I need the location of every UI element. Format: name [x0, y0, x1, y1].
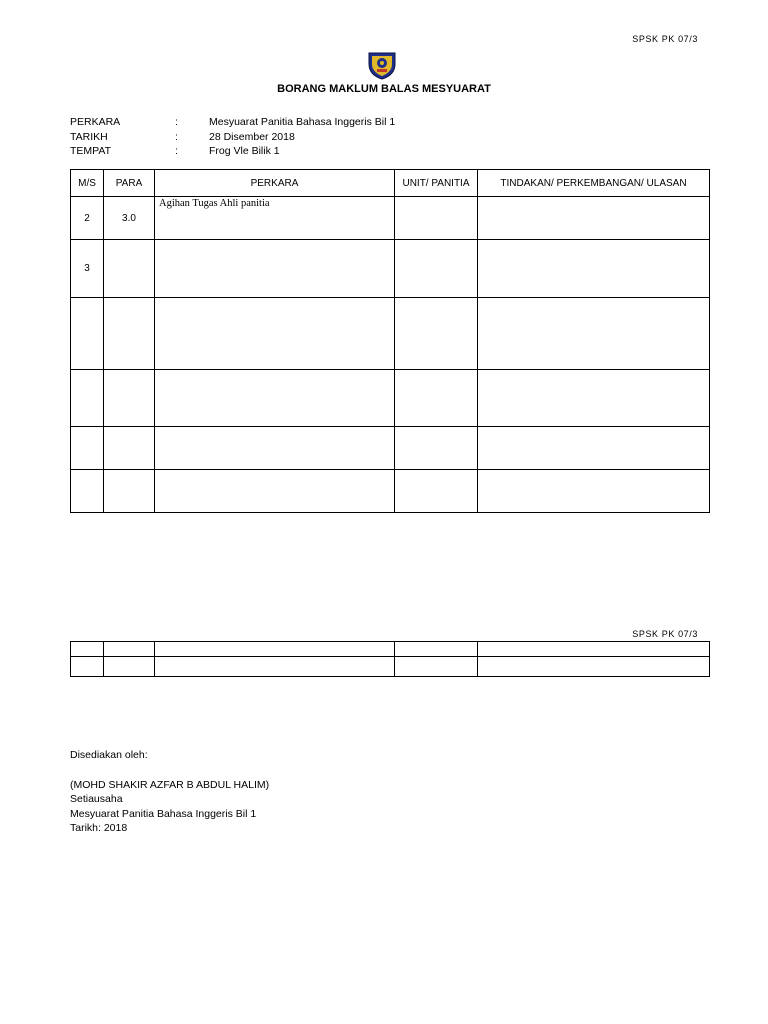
cell-para — [104, 427, 155, 470]
cell-tindakan — [478, 240, 710, 298]
meta-label: TARIKH — [70, 130, 108, 143]
meta-row-perkara — [70, 115, 395, 130]
prepared-by-label: Disediakan oleh: — [70, 749, 148, 761]
cell-ms — [71, 298, 104, 370]
meta-label: TEMPAT — [70, 145, 112, 157]
table-row — [71, 240, 710, 298]
table-row — [71, 427, 710, 470]
cell-para — [104, 370, 155, 427]
cell-unit — [395, 427, 478, 470]
cell-unit — [395, 197, 478, 240]
header-para: PARA — [104, 170, 155, 197]
table-row — [71, 642, 710, 657]
header-ms: M/S — [71, 170, 104, 197]
meta-colon: : — [175, 130, 178, 143]
perkara-text: Agihan Tugas Ahli panitia — [159, 198, 270, 209]
cell-ms — [71, 642, 104, 657]
cell-perkara — [155, 657, 395, 677]
cell-perkara — [155, 197, 395, 240]
cell-para — [104, 470, 155, 513]
cell-tindakan — [478, 427, 710, 470]
cell-para: 3.0 — [104, 197, 155, 240]
cell-para — [104, 240, 155, 298]
document-code-page2: SPSK PK 07/3 — [632, 629, 698, 639]
meta-value: 28 Disember 2018 — [209, 130, 295, 143]
cell-ms: 2 — [71, 197, 104, 240]
table-row — [71, 470, 710, 513]
cell-tindakan — [478, 298, 710, 370]
document-code: SPSK PK 07/3 — [632, 34, 698, 44]
date-line: Tarikh: 2018 — [70, 822, 128, 834]
cell-para — [104, 657, 155, 677]
meta-row-tempat — [70, 144, 395, 159]
school-crest-icon — [366, 50, 398, 80]
cell-para — [104, 642, 155, 657]
meta-row-tarikh — [70, 130, 395, 145]
table-row — [71, 657, 710, 677]
header-perkara: PERKARA — [155, 170, 395, 197]
cell-perkara — [155, 298, 395, 370]
cell-tindakan — [478, 197, 710, 240]
feedback-table-continued — [70, 641, 710, 677]
cell-ms — [71, 370, 104, 427]
meeting-info — [70, 115, 395, 159]
cell-ms — [71, 657, 104, 677]
cell-perkara — [155, 470, 395, 513]
cell-unit — [395, 298, 478, 370]
cell-perkara — [155, 642, 395, 657]
cell-unit — [395, 370, 478, 427]
cell-tindakan — [478, 370, 710, 427]
meta-value: Mesyuarat Panitia Bahasa Inggeris Bil 1 — [209, 116, 396, 128]
secretary-position: Setiausaha — [70, 793, 123, 805]
table-row — [71, 298, 710, 370]
cell-tindakan — [478, 470, 710, 513]
meta-colon: : — [175, 145, 178, 157]
header-unit: UNIT/ PANITIA — [395, 170, 478, 197]
cell-unit — [395, 240, 478, 298]
cell-perkara — [155, 427, 395, 470]
header-tindakan: TINDAKAN/ PERKEMBANGAN/ ULASAN — [478, 170, 710, 197]
form-title: BORANG MAKLUM BALAS MESYUARAT — [277, 83, 491, 95]
cell-para — [104, 298, 155, 370]
table-header-row — [71, 170, 710, 197]
meta-value: Frog Vle Bilik 1 — [209, 145, 280, 157]
meta-colon: : — [175, 116, 178, 128]
cell-ms — [71, 427, 104, 470]
table-row — [71, 197, 710, 240]
signature-block — [70, 748, 269, 836]
cell-tindakan — [478, 657, 710, 677]
cell-perkara — [155, 240, 395, 298]
cell-unit — [395, 657, 478, 677]
cell-tindakan — [478, 642, 710, 657]
secretary-name: (MOHD SHAKIR AZFAR B ABDUL HALIM) — [70, 778, 270, 791]
meta-label: PERKARA — [70, 116, 121, 128]
cell-ms — [71, 470, 104, 513]
table-row — [71, 370, 710, 427]
feedback-table — [70, 169, 710, 513]
meeting-name: Mesyuarat Panitia Bahasa Inggeris Bil 1 — [70, 807, 257, 820]
cell-unit — [395, 642, 478, 657]
cell-unit — [395, 470, 478, 513]
cell-ms: 3 — [71, 240, 104, 298]
cell-perkara — [155, 370, 395, 427]
